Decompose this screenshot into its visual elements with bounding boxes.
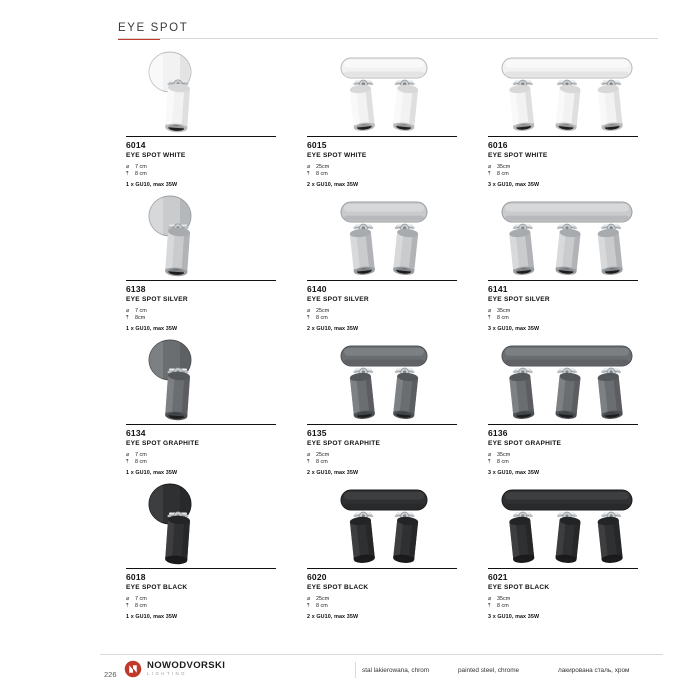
diameter-value: 7 cm <box>135 163 147 170</box>
lamp-spec: 3 x GU10, max 35W <box>488 325 540 332</box>
product-code: 6015 <box>307 140 327 150</box>
product-code: 6135 <box>307 428 327 438</box>
dimension-height <box>488 315 638 323</box>
caption-rule <box>126 136 276 137</box>
dimension-height <box>126 315 276 323</box>
product-code: 6140 <box>307 284 327 294</box>
height-icon: ⤒ <box>126 459 129 466</box>
product-card[interactable] <box>118 474 299 618</box>
product-code: 6021 <box>488 572 508 582</box>
diameter-value: 35cm <box>497 595 511 602</box>
product-illustration <box>299 186 480 280</box>
height-value: 8 cm <box>497 603 509 610</box>
diameter-icon: ⌀ <box>307 451 311 458</box>
lamp-spec: 1 x GU10, max 35W <box>126 469 178 476</box>
material-note-en: painted steel, chrome <box>458 667 520 674</box>
height-icon: ⤒ <box>126 603 129 610</box>
product-code: 6020 <box>307 572 327 582</box>
product-card[interactable] <box>299 186 480 330</box>
diameter-value: 25cm <box>316 595 330 602</box>
product-dimensions <box>488 452 638 467</box>
caption-rule <box>307 136 457 137</box>
product-code: 6014 <box>126 140 146 150</box>
height-icon: ⤒ <box>488 459 491 466</box>
product-dimensions <box>307 308 457 323</box>
product-caption <box>126 568 276 620</box>
height-value: 8 cm <box>316 603 328 610</box>
height-icon: ⤒ <box>126 315 129 322</box>
product-illustration <box>480 186 661 280</box>
product-name: EYE SPOT GRAPHITE <box>126 440 200 447</box>
material-note-ru: лакирована сталь, хром <box>558 667 630 674</box>
diameter-value: 25cm <box>316 163 330 170</box>
dimension-height <box>488 459 638 467</box>
product-code: 6136 <box>488 428 508 438</box>
product-illustration <box>118 474 299 568</box>
height-value: 8 cm <box>497 171 509 178</box>
product-caption <box>126 424 276 476</box>
product-name: EYE SPOT SILVER <box>307 296 369 303</box>
diameter-value: 35cm <box>497 307 511 314</box>
product-card[interactable] <box>299 474 480 618</box>
height-value: 8 cm <box>316 171 328 178</box>
diameter-value: 25cm <box>316 307 330 314</box>
brand-logo <box>124 660 225 678</box>
diameter-value: 35cm <box>497 163 511 170</box>
height-icon: ⤒ <box>307 171 310 178</box>
product-dimensions <box>126 164 276 179</box>
height-icon: ⤒ <box>488 315 491 322</box>
product-code: 6134 <box>126 428 146 438</box>
caption-rule <box>307 280 457 281</box>
product-illustration <box>480 330 661 424</box>
product-name: EYE SPOT BLACK <box>488 584 550 591</box>
product-code: 6138 <box>126 284 146 294</box>
dimension-height <box>126 459 276 467</box>
dimension-diameter <box>488 164 638 172</box>
page-title: EYE SPOT <box>118 22 189 34</box>
dimension-diameter <box>126 164 276 172</box>
product-name: EYE SPOT SILVER <box>488 296 550 303</box>
dimension-height <box>307 171 457 179</box>
diameter-icon: ⌀ <box>126 451 130 458</box>
lamp-spec: 3 x GU10, max 35W <box>488 469 540 476</box>
product-name: EYE SPOT BLACK <box>126 584 188 591</box>
product-name: EYE SPOT WHITE <box>488 152 548 159</box>
fixture-drawing-6015 <box>299 42 480 136</box>
product-illustration <box>118 186 299 280</box>
footer-note-divider <box>355 662 356 678</box>
caption-rule <box>126 424 276 425</box>
dimension-diameter <box>307 164 457 172</box>
caption-rule <box>126 280 276 281</box>
product-illustration <box>118 330 299 424</box>
product-caption <box>126 136 276 188</box>
height-value: 8 cm <box>497 315 509 322</box>
diameter-value: 7 cm <box>135 307 147 314</box>
material-note-pl: stal lakierowana, chrom <box>362 667 430 674</box>
page-number: 226 <box>104 670 117 679</box>
caption-rule <box>126 568 276 569</box>
dimension-diameter <box>307 596 457 604</box>
brand-subtitle: LIGHTING <box>147 671 187 677</box>
product-dimensions <box>126 596 276 611</box>
product-caption <box>307 136 457 188</box>
product-code: 6016 <box>488 140 508 150</box>
diameter-value: 25cm <box>316 451 330 458</box>
fixture-drawing-6140 <box>299 186 480 280</box>
product-name: EYE SPOT BLACK <box>307 584 369 591</box>
product-dimensions <box>307 164 457 179</box>
dimension-height <box>307 459 457 467</box>
product-card[interactable] <box>299 42 480 186</box>
product-card[interactable] <box>480 186 661 330</box>
product-name: EYE SPOT GRAPHITE <box>488 440 562 447</box>
height-value: 8 cm <box>135 171 147 178</box>
caption-rule <box>488 424 638 425</box>
product-dimensions <box>488 308 638 323</box>
height-icon: ⤒ <box>488 171 491 178</box>
caption-rule <box>488 568 638 569</box>
brand-mark-icon <box>124 660 142 678</box>
product-illustration <box>118 42 299 136</box>
diameter-icon: ⌀ <box>488 307 492 314</box>
lamp-spec: 2 x GU10, max 35W <box>307 613 359 620</box>
product-illustration <box>480 474 661 568</box>
product-caption <box>488 424 638 476</box>
page-footer <box>0 654 700 700</box>
product-illustration <box>299 330 480 424</box>
lamp-spec: 2 x GU10, max 35W <box>307 325 359 332</box>
caption-rule <box>307 568 457 569</box>
height-icon: ⤒ <box>307 315 310 322</box>
diameter-icon: ⌀ <box>307 595 311 602</box>
dimension-diameter <box>126 596 276 604</box>
dimension-diameter <box>488 596 638 604</box>
dimension-diameter <box>126 308 276 316</box>
product-dimensions <box>126 308 276 323</box>
dimension-height <box>126 171 276 179</box>
diameter-icon: ⌀ <box>126 307 130 314</box>
fixture-drawing-6134 <box>118 330 299 424</box>
product-card[interactable] <box>118 42 299 186</box>
product-caption <box>307 568 457 620</box>
header-divider <box>118 38 658 39</box>
height-value: 8cm <box>135 315 146 322</box>
product-caption <box>126 280 276 332</box>
brand-text <box>147 661 225 676</box>
product-caption <box>488 136 638 188</box>
product-dimensions <box>307 452 457 467</box>
diameter-value: 35cm <box>497 451 511 458</box>
diameter-icon: ⌀ <box>307 163 311 170</box>
product-card[interactable] <box>480 474 661 618</box>
product-name: EYE SPOT SILVER <box>126 296 188 303</box>
product-row <box>118 330 663 474</box>
product-card[interactable] <box>480 42 661 186</box>
fixture-drawing-6136 <box>480 330 661 424</box>
product-row <box>118 42 663 186</box>
fixture-drawing-6016 <box>480 42 661 136</box>
height-value: 8 cm <box>135 603 147 610</box>
product-dimensions <box>307 596 457 611</box>
product-code: 6141 <box>488 284 508 294</box>
product-illustration <box>480 42 661 136</box>
product-name: EYE SPOT WHITE <box>126 152 186 159</box>
footer-divider <box>100 654 663 655</box>
product-card[interactable] <box>480 330 661 474</box>
product-name: EYE SPOT WHITE <box>307 152 367 159</box>
dimension-height <box>488 603 638 611</box>
product-row <box>118 474 663 618</box>
diameter-icon: ⌀ <box>126 163 130 170</box>
caption-rule <box>488 136 638 137</box>
product-caption <box>488 568 638 620</box>
diameter-icon: ⌀ <box>488 451 492 458</box>
product-dimensions <box>126 452 276 467</box>
product-dimensions <box>488 596 638 611</box>
lamp-spec: 2 x GU10, max 35W <box>307 469 359 476</box>
fixture-drawing-6021 <box>480 474 661 568</box>
lamp-spec: 1 x GU10, max 35W <box>126 181 178 188</box>
header-accent-rule <box>118 39 160 40</box>
height-icon: ⤒ <box>307 459 310 466</box>
dimension-height <box>307 603 457 611</box>
product-card[interactable] <box>118 330 299 474</box>
diameter-value: 7 cm <box>135 595 147 602</box>
product-caption <box>488 280 638 332</box>
product-name: EYE SPOT GRAPHITE <box>307 440 381 447</box>
product-grid <box>118 42 663 618</box>
lamp-spec: 1 x GU10, max 35W <box>126 613 178 620</box>
product-card[interactable] <box>118 186 299 330</box>
height-icon: ⤒ <box>307 603 310 610</box>
dimension-height <box>126 603 276 611</box>
fixture-drawing-6141 <box>480 186 661 280</box>
fixture-drawing-6014 <box>118 42 299 136</box>
dimension-diameter <box>307 308 457 316</box>
product-illustration <box>299 474 480 568</box>
height-value: 8 cm <box>316 315 328 322</box>
product-row <box>118 186 663 330</box>
lamp-spec: 3 x GU10, max 35W <box>488 613 540 620</box>
diameter-icon: ⌀ <box>126 595 130 602</box>
dimension-diameter <box>307 452 457 460</box>
product-card[interactable] <box>299 330 480 474</box>
diameter-icon: ⌀ <box>307 307 311 314</box>
product-illustration <box>299 42 480 136</box>
caption-rule <box>488 280 638 281</box>
height-value: 8 cm <box>135 459 147 466</box>
caption-rule <box>307 424 457 425</box>
page-header <box>118 22 658 39</box>
height-value: 8 cm <box>316 459 328 466</box>
brand-name: NOWODVORSKI <box>147 660 226 672</box>
fixture-drawing-6135 <box>299 330 480 424</box>
diameter-value: 7 cm <box>135 451 147 458</box>
height-icon: ⤒ <box>488 603 491 610</box>
fixture-drawing-6020 <box>299 474 480 568</box>
dimension-diameter <box>488 308 638 316</box>
dimension-diameter <box>126 452 276 460</box>
product-caption <box>307 424 457 476</box>
fixture-drawing-6018 <box>118 474 299 568</box>
lamp-spec: 3 x GU10, max 35W <box>488 181 540 188</box>
diameter-icon: ⌀ <box>488 163 492 170</box>
lamp-spec: 2 x GU10, max 35W <box>307 181 359 188</box>
diameter-icon: ⌀ <box>488 595 492 602</box>
fixture-drawing-6138 <box>118 186 299 280</box>
dimension-height <box>307 315 457 323</box>
dimension-height <box>488 171 638 179</box>
height-value: 8 cm <box>497 459 509 466</box>
height-icon: ⤒ <box>126 171 129 178</box>
lamp-spec: 1 x GU10, max 35W <box>126 325 178 332</box>
product-caption <box>307 280 457 332</box>
product-dimensions <box>488 164 638 179</box>
material-notes <box>362 667 668 674</box>
dimension-diameter <box>488 452 638 460</box>
product-code: 6018 <box>126 572 146 582</box>
